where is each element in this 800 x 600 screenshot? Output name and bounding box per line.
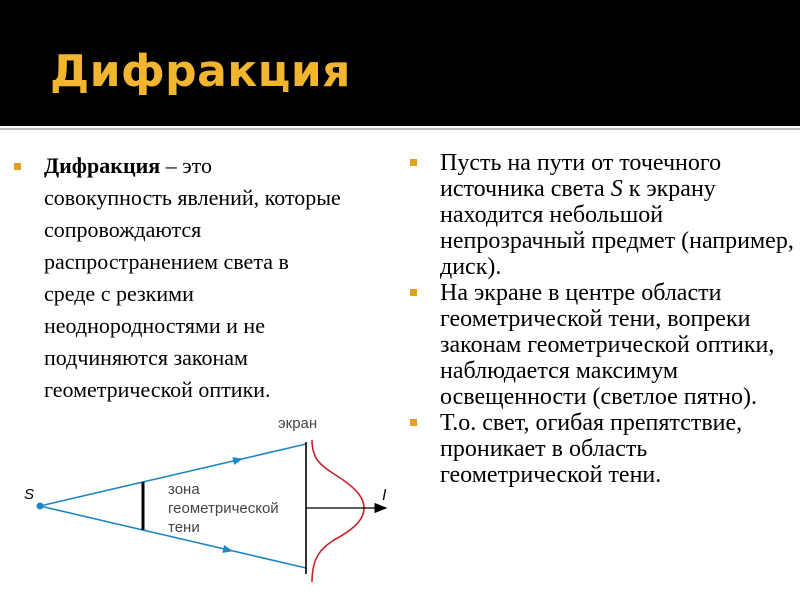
source-symbol: S <box>610 176 623 202</box>
screen-label: экран <box>278 415 318 432</box>
zone-label-2: геометрической <box>168 500 279 517</box>
diffraction-diagram <box>0 400 420 600</box>
bullet-text-3: Т.о. свет, огибая препятствие, проникает в область геометрической тени. <box>440 410 743 488</box>
bullet-marker <box>410 289 417 296</box>
list-item <box>410 150 795 280</box>
bullet-text-2: На экране в центре области геометрической тени, вопреки законам геометрической оптики, наблюдается максимум освещенности (светлое пятно). <box>440 280 775 410</box>
source-label: S <box>24 486 35 503</box>
intensity-curve <box>312 440 364 582</box>
intensity-label: I <box>382 487 387 504</box>
definition-text: – это совокупность явлений, которые сопровождаются распространением света в среде с резкими неоднородностями и не подчиняются законам геометрической оптики. <box>44 153 341 402</box>
zone-label-1: зона <box>168 481 200 498</box>
slide-title: Дифракция <box>50 46 351 97</box>
title-divider <box>0 128 800 130</box>
left-column <box>14 150 344 406</box>
bullet-text-1b: к экрану находится небольшой непрозрачный предмет (например, диск). <box>440 176 794 280</box>
zone-label-3: тени <box>168 519 200 536</box>
list-item <box>410 280 795 410</box>
point-source <box>37 503 44 510</box>
definition-term: Дифракция <box>44 153 161 178</box>
bullet-marker <box>410 419 417 426</box>
bullet-marker <box>14 163 21 170</box>
right-column <box>410 150 795 488</box>
bullet-text-1a: Пусть на пути от точечного источника света <box>440 150 722 202</box>
title-bar <box>0 0 800 126</box>
definition-bullet <box>14 150 344 406</box>
list-item <box>410 410 795 488</box>
bullet-marker <box>410 159 417 166</box>
